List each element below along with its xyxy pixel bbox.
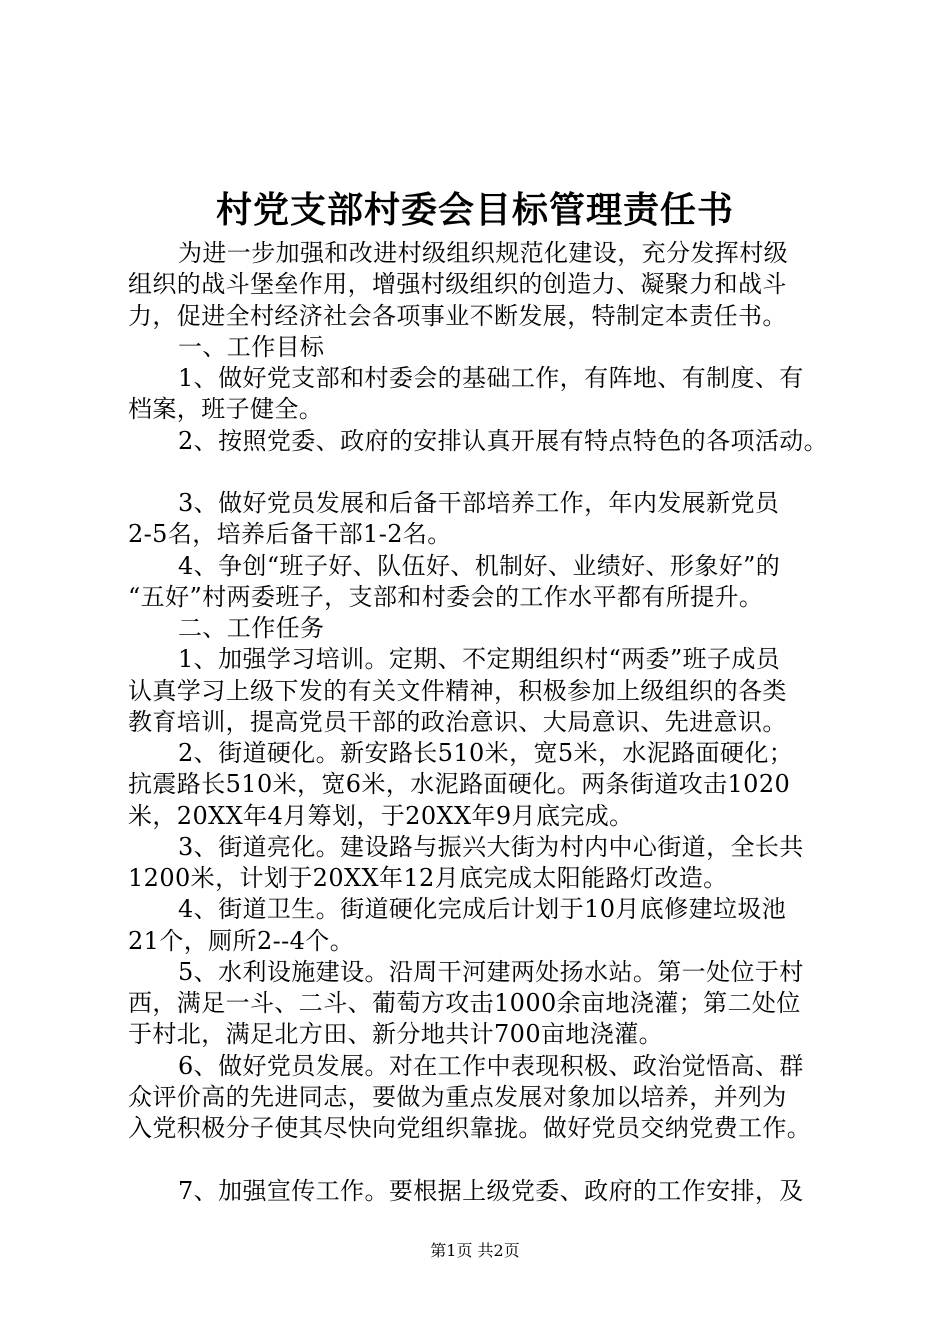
page-number-footer: 第1页 共2页 <box>430 1241 520 1260</box>
text-line: 21个，厕所2--4个。 <box>128 926 355 955</box>
text-line: 于村北，满足北方田、新分地共计700亩地浇灌。 <box>128 1020 664 1049</box>
blank-line <box>128 457 848 488</box>
text-line: 二、工作任务 <box>178 614 325 642</box>
text-line: 入党积极分子使其尽快向党组织靠拢。做好党员交纳党费工作。 <box>128 1114 812 1142</box>
text-line: “五好”村两委班子，支部和村委会的工作水平都有所提升。 <box>128 582 764 611</box>
text-line: 6、做好党员发展。对在工作中表现积极、政治觉悟高、群 <box>178 1051 804 1080</box>
text-line: 1、加强学习培训。定期、不定期组织村“两委”班子成员 <box>178 645 781 674</box>
text-line: 3、做好党员发展和后备干部培养工作，年内发展新党员 <box>178 489 780 517</box>
blank-line <box>128 1144 848 1175</box>
text-line: 档案，班子健全。 <box>128 395 324 424</box>
text-line: 认真学习上级下发的有关文件精神，积极参加上级组织的各类 <box>128 676 787 705</box>
document-title: 村党支部村委会目标管理责任书 <box>215 189 734 231</box>
text-line: 为进一步加强和改进村级组织规范化建设，充分发挥村级 <box>178 239 788 267</box>
text-line: 2-5名，培养后备干部1-2名。 <box>128 520 452 549</box>
text-line: 1、做好党支部和村委会的基础工作，有阵地、有制度、有 <box>178 364 804 392</box>
text-line: 3、街道亮化。建设路与振兴大街为村内中心街道，全长共 <box>178 832 804 861</box>
text-line: 教育培训，提高党员干部的政治意识、大局意识、先进意识。 <box>128 707 787 736</box>
text-line: 西，满足一斗、二斗、葡萄方攻击1000余亩地浇灌；第二处位 <box>128 989 801 1017</box>
text-line: 一、工作目标 <box>178 332 325 361</box>
text-line: 米，20XX年4月筹划，于20XX年9月底完成。 <box>128 801 634 830</box>
text-line: 组织的战斗堡垒作用，增强村级组织的创造力、凝聚力和战斗 <box>128 270 787 299</box>
text-line: 2、按照党委、政府的安排认真开展有特点特色的各项活动。 <box>178 426 829 455</box>
document-body <box>128 238 848 1207</box>
text-line: 力，促进全村经济社会各项事业不断发展，特制定本责任书。 <box>128 301 787 330</box>
text-line: 7、加强宣传工作。要根据上级党委、政府的工作安排，及 <box>178 1176 804 1205</box>
text-line: 5、水利设施建设。沿周干河建两处扬水站。第一处位于村 <box>178 957 804 986</box>
text-line: 1200米，计划于20XX年12月底完成太阳能路灯改造。 <box>128 864 728 892</box>
text-line: 4、街道卫生。街道硬化完成后计划于10月底修建垃圾池 <box>178 895 787 924</box>
text-line: 抗震路长510米，宽6米，水泥路面硬化。两条街道攻击1020 <box>128 770 791 799</box>
text-line: 4、争创“班子好、队伍好、机制好、业绩好、形象好”的 <box>178 551 781 580</box>
text-line: 众评价高的先进同志，要做为重点发展对象加以培养，并列为 <box>128 1082 787 1111</box>
text-line: 2、街道硬化。新安路长510米，宽5米，水泥路面硬化； <box>178 739 794 767</box>
